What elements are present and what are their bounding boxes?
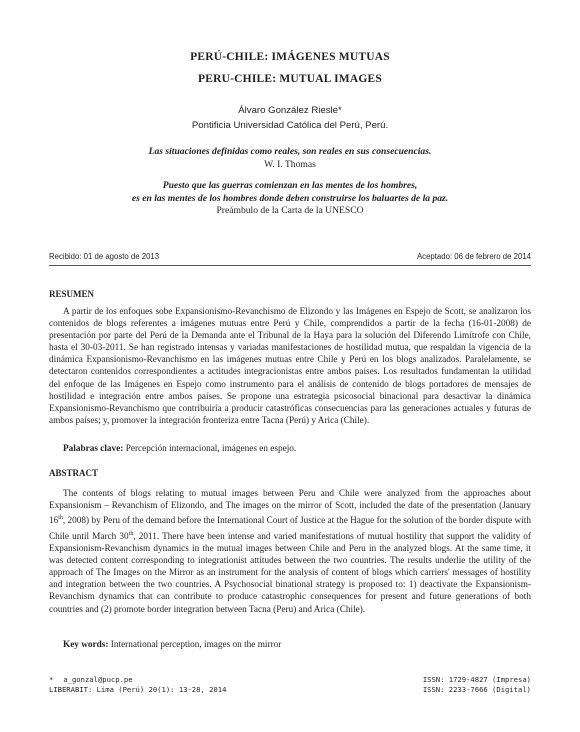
accepted-date: Aceptado: 06 de febrero de 2014 <box>416 252 531 261</box>
keywords-text: International perception, images on the mirror <box>110 640 282 650</box>
keywords-label: Palabras clave: <box>63 444 124 454</box>
keywords-label: Key words: <box>63 640 109 650</box>
epigraph-line: Puesto que las guerras comienzan en las mentes de los hombres, <box>162 180 418 191</box>
header-divider <box>49 265 531 266</box>
ordinal-suffix: th <box>128 530 134 537</box>
abstract-keywords <box>63 640 281 650</box>
author-name: Álvaro González Riesle* <box>238 105 342 116</box>
resumen-heading: RESUMEN <box>49 289 95 299</box>
abstract-heading: ABSTRACT <box>49 468 99 478</box>
keywords-text: Percepción internacional, imágenes en espejo. <box>125 444 297 454</box>
received-date: Recibido: 01 de agosto de 2013 <box>49 252 160 261</box>
resumen-body: A partir de los enfoques sobe Expansionismo-Revanchismo de Elizondo y las Imágenes en Espejo de Scott, se analizaron los contenidos de blogs referentes a imágenes mutuas entre Perú y Chile, comprendidos a partir de la fecha (16-01-2008) de presentación por parte del Perú de la Demanda ante el Tribunal de la Haya para la solución del Diferendo Limítrofe con Chile, hasta el 30-03-2011. Se han registrado intensas y variadas manifestaciones de hostilidad mutua, que respaldan la vigencia de la dinámica Expansionismo-Revanchismo en las imágenes mutuas entre Chile y Perú en los blogs analizados. Paralelamente, se detectaron contenidos correspondientes a actitudes integracionistas entre ambos países. Los resultados fundamentan la utilidad del enfoque de las Imágenes en Espejo como instrumento para el análisis de contenido de blogs portadores de mensajes de hostilidad e integración entre ambos países. Se propone una estrategia psicosocial binacional para desactivar la dinámica Expansionismo-Revanchismo que contribuiría a producir catastróficas consecuencias para las generaciones actuales y futuras de ambos países; y, promover la integración fronteriza entre Tacna (Perú) y Arica (Chile). <box>49 307 531 426</box>
footer-left <box>49 675 226 694</box>
epigraph-attribution: Preámbulo de la Carta de la UNESCO <box>216 205 364 216</box>
epigraph-thomas <box>0 146 580 171</box>
issn-digital: ISSN: 2233-7666 (Digital) <box>422 684 531 694</box>
footnote-email <box>49 675 226 685</box>
abstract-text: , 2011. There have been intense and varied manifestations of mutual hostility that support the validity of Expansionism-Revanchism dynamics in the mutual images between Chile and Peru in the analyzed blogs. At the same time, it was detected content corresponding to integrationist attitudes between the two countries. The results underlie the utility of the approach of The Images on the Mirror as an instrument for the analysis of content of blogs which carriers' messages of hostility and integration between the two countries. A Psychosocial binational strategy is proposed to: 1) deactivate the Expansionism-Revanchism dynamics that can contribute to produce catastrophic consequences for present and future generations of both countries and (2) promote border integration between Tacna (Peru) and Arica (Chile). <box>49 531 531 615</box>
ordinal-suffix: th <box>58 515 63 522</box>
journal-citation: LIBERABIT: Lima (Perú) 20(1): 13-28, 2014 <box>49 684 227 694</box>
epigraph-unesco <box>0 180 580 218</box>
title-spanish: PERÚ-CHILE: IMÁGENES MUTUAS <box>190 51 390 63</box>
epigraph-attribution: W. I. Thomas <box>264 158 316 170</box>
abstract-body <box>49 488 531 616</box>
epigraph-line: es en las mentes de los hombres donde deben construirse los baluartes de la paz. <box>131 192 449 204</box>
author-email: a_gonzal@pucp.pe <box>63 675 133 684</box>
author-affiliation: Pontificia Universidad Católica del Perú, Perú. <box>191 120 389 131</box>
footnote-marker: * <box>49 675 54 684</box>
resumen-keywords <box>63 444 296 454</box>
issn-print: ISSN: 1729-4827 (Impresa) <box>422 675 531 684</box>
abstract-text: , 2008) by Peru of the demand before the International Court of Justice at the Hague for the solution of the border dispute with Chile until March 30 <box>49 516 531 542</box>
footer-right <box>423 675 531 694</box>
abstract-text: The contents of blogs relating to mutual images between Peru and Chile were analyzed from the approaches about Expansionism – Revanchism of Elizondo, and The images on the mirror of Scott, included the date of the presentation (January 16 <box>49 489 531 527</box>
title-english: PERU-CHILE: MUTUAL IMAGES <box>198 73 382 85</box>
epigraph-line: Las situaciones definidas como reales, son reales en sus consecuencias. <box>148 146 432 157</box>
